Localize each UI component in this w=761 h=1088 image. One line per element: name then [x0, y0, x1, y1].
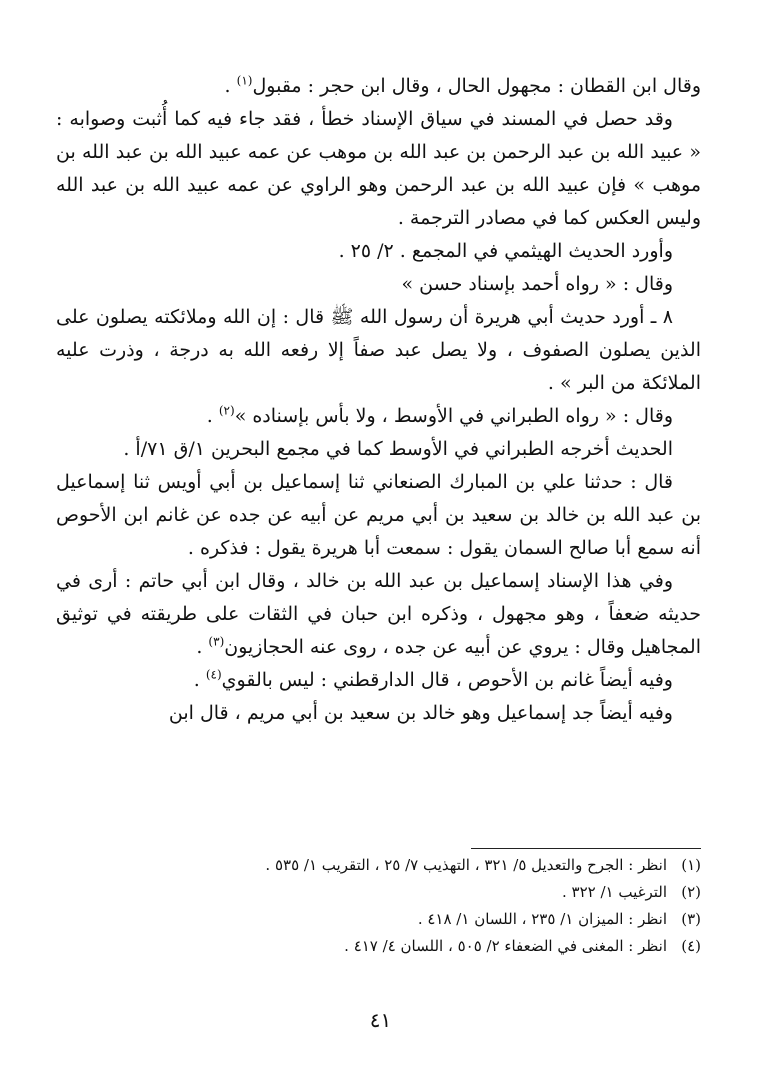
footnote [56, 906, 701, 933]
paragraph-text: وفيه أيضاً جد إسماعيل وهو خالد بن سعيد بن أبي مريم ، قال ابن [168, 702, 673, 724]
footnote-text: انظر : المغنى في الضعفاء ٢/ ٥٠٥ ، اللسان ٤/ ٤١٧ . [344, 937, 667, 955]
footnote-ref: (٣) [208, 634, 225, 649]
paragraph [56, 400, 701, 433]
paragraph-text: قال : حدثنا علي بن المبارك الصنعاني ثنا إسماعيل بن أبي أويس ثنا إسماعيل بن عبد الله بن خالد بن سعيد بن أبي مريم عن أبيه عن جده عن غانم ابن الأحوص أنه سمع أبا صالح السمان يقول : سمعت أبا هريرة يقول : فذكره . [56, 471, 701, 559]
paragraph [56, 70, 701, 103]
footnote-divider [471, 848, 701, 849]
page-number: ٤١ [369, 1008, 392, 1032]
footnote-number: (٣) [681, 910, 701, 928]
paragraph-tail: . [193, 669, 206, 691]
paragraph [56, 664, 701, 697]
paragraph [56, 235, 701, 268]
paragraph-text: وفي هذا الإسناد إسماعيل بن عبد الله بن خالد ، وقال ابن أبي حاتم : أرى في حديثه ضعفاً ، وهو مجهول ، وذكره ابن حبان في الثقات على طريقته في توثيق المجاهيل وقال : يروي عن أبيه عن جده ، روى عنه الحجازيون [56, 570, 701, 658]
footnote-text: انظر : الميزان ١/ ٢٣٥ ، اللسان ١/ ٤١٨ . [417, 910, 667, 928]
paragraph [56, 565, 701, 664]
paragraph [56, 268, 701, 301]
main-text [56, 70, 701, 730]
paragraph [56, 103, 701, 235]
paragraph [56, 301, 701, 400]
paragraph-text: وفيه أيضاً غانم بن الأحوص ، قال الدارقطني : ليس بالقوي [221, 669, 673, 691]
footnote-ref: (١) [236, 73, 253, 88]
paragraph-text: وقال : « رواه أحمد بإسناد حسن » [401, 273, 673, 295]
paragraph-tail: . [224, 75, 237, 97]
paragraph [56, 466, 701, 565]
paragraph-tail: . [196, 636, 209, 658]
paragraph-text: وقال ابن القطان : مجهول الحال ، وقال ابن حجر : مقبول [252, 75, 701, 97]
footnote [56, 879, 701, 906]
footnote-text: انظر : الجرح والتعديل ٥/ ٣٢١ ، التهذيب ٧/ ٢٥ ، التقريب ١/ ٥٣٥ . [265, 856, 667, 874]
paragraph-tail: . [206, 405, 219, 427]
footnote [56, 852, 701, 879]
paragraph-text: وقال : « رواه الطبراني في الأوسط ، ولا بأس بإسناده » [234, 405, 673, 427]
paragraph [56, 433, 701, 466]
footnotes [56, 852, 701, 960]
footnote-number: (٢) [681, 883, 701, 901]
footnote-text: الترغيب ١/ ٣٢٢ . [561, 883, 667, 901]
paragraph-text: وأورد الحديث الهيثمي في المجمع . ٢/ ٢٥ . [338, 240, 673, 262]
paragraph [56, 697, 701, 730]
paragraph-text: وقد حصل في المسند في سياق الإسناد خطأ ، فقد جاء فيه كما أُثبت وصوابه : « عبيد الله بن عبد الرحمن بن عبد الله بن موهب عن عمه عبيد الله بن عبد الله بن موهب » فإن عبيد الله بن عبد الرحمن وهو الراوي عن عمه عبيد الله بن عبد الله وليس العكس كما في مصادر الترجمة . [56, 108, 701, 229]
paragraph-text: ٨ ـ أورد حديث أبي هريرة أن رسول الله ﷺ قال : إن الله وملائكته يصلون على الذين يصلون الصفوف ، ولا يصل عبد صفاً إلا رفعه الله به درجة ، وذرت عليه الملائكة من البر » . [56, 306, 701, 394]
footnote [56, 933, 701, 960]
footnote-number: (٤) [681, 937, 701, 955]
paragraph-text: الحديث أخرجه الطبراني في الأوسط كما في مجمع البحرين ١/ق ٧١/أ . [123, 438, 673, 460]
footnote-ref: (٤) [205, 667, 222, 682]
footnote-ref: (٢) [218, 403, 235, 418]
footnote-number: (١) [681, 856, 701, 874]
